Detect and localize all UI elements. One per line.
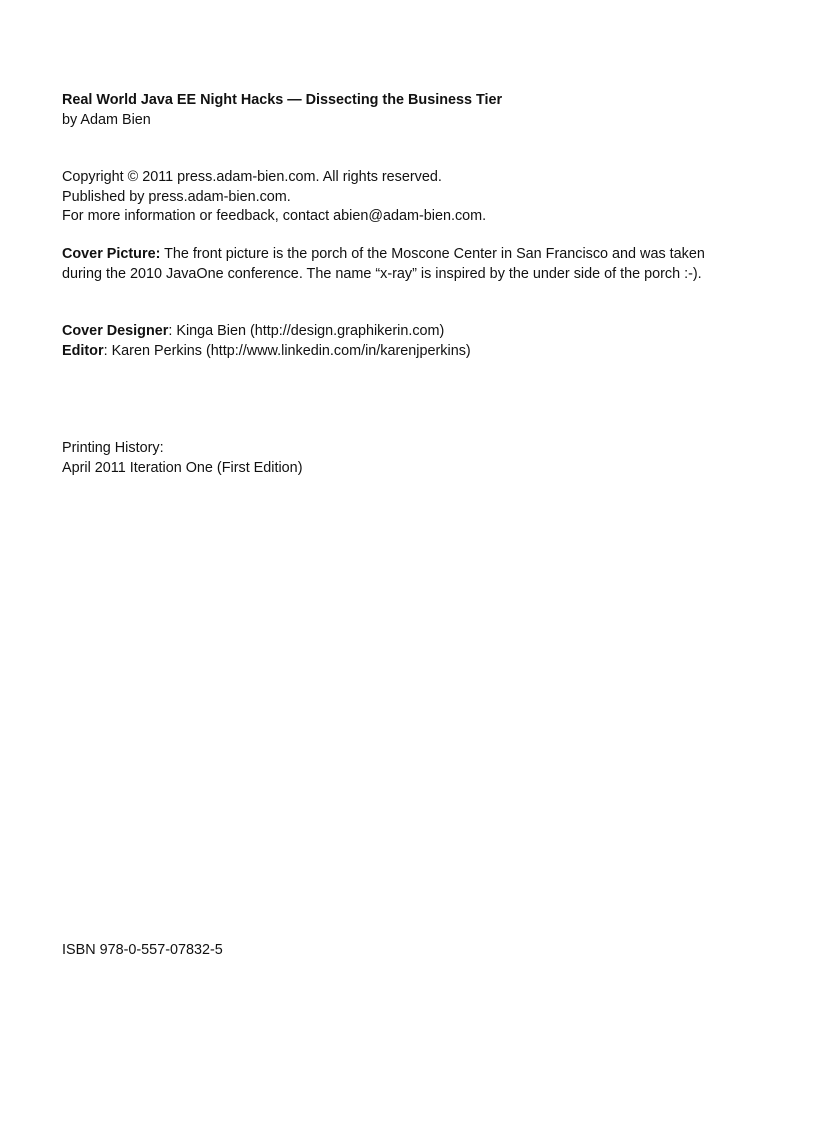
copyright-block xyxy=(62,168,742,227)
cover-picture-text: The front picture is the porch of the Moscone Center in San Francisco and was taken during the 2010 JavaOne conference. The name “x-ray” is inspired by the under side of the porch :-). xyxy=(62,246,705,282)
isbn-number: ISBN 978-0-557-07832-5 xyxy=(62,942,223,958)
editor-text: : Karen Perkins (http://www.linkedin.com/in/karenjperkins) xyxy=(103,342,471,359)
author-line: by Adam Bien xyxy=(62,111,151,128)
cover-designer-label: Cover Designer xyxy=(62,323,169,339)
editor-line xyxy=(62,342,742,362)
editor-label: Editor xyxy=(62,342,104,359)
cover-designer-line xyxy=(62,322,742,342)
copyright-line: Copyright © 2011 press.adam-bien.com. All rights reserved. xyxy=(62,169,442,185)
isbn-block xyxy=(62,941,742,961)
printing-history-entry: April 2011 Iteration One (First Edition) xyxy=(62,459,303,476)
cover-picture-paragraph xyxy=(62,245,742,284)
contact-line: For more information or feedback, contact abien@adam-bien.com. xyxy=(62,208,487,224)
printing-history-heading: Printing History: xyxy=(62,440,164,456)
cover-picture-label: Cover Picture: xyxy=(62,246,161,262)
printing-history xyxy=(62,439,742,478)
cover-picture-note xyxy=(62,245,742,284)
cover-designer-text: : Kinga Bien (http://design.graphikerin.com) xyxy=(168,323,445,339)
publisher-line: Published by press.adam-bien.com. xyxy=(62,188,291,205)
book-title: Real World Java EE Night Hacks — Dissecting the Business Tier xyxy=(62,92,503,108)
credits-block xyxy=(62,322,742,361)
title-block xyxy=(62,91,742,130)
